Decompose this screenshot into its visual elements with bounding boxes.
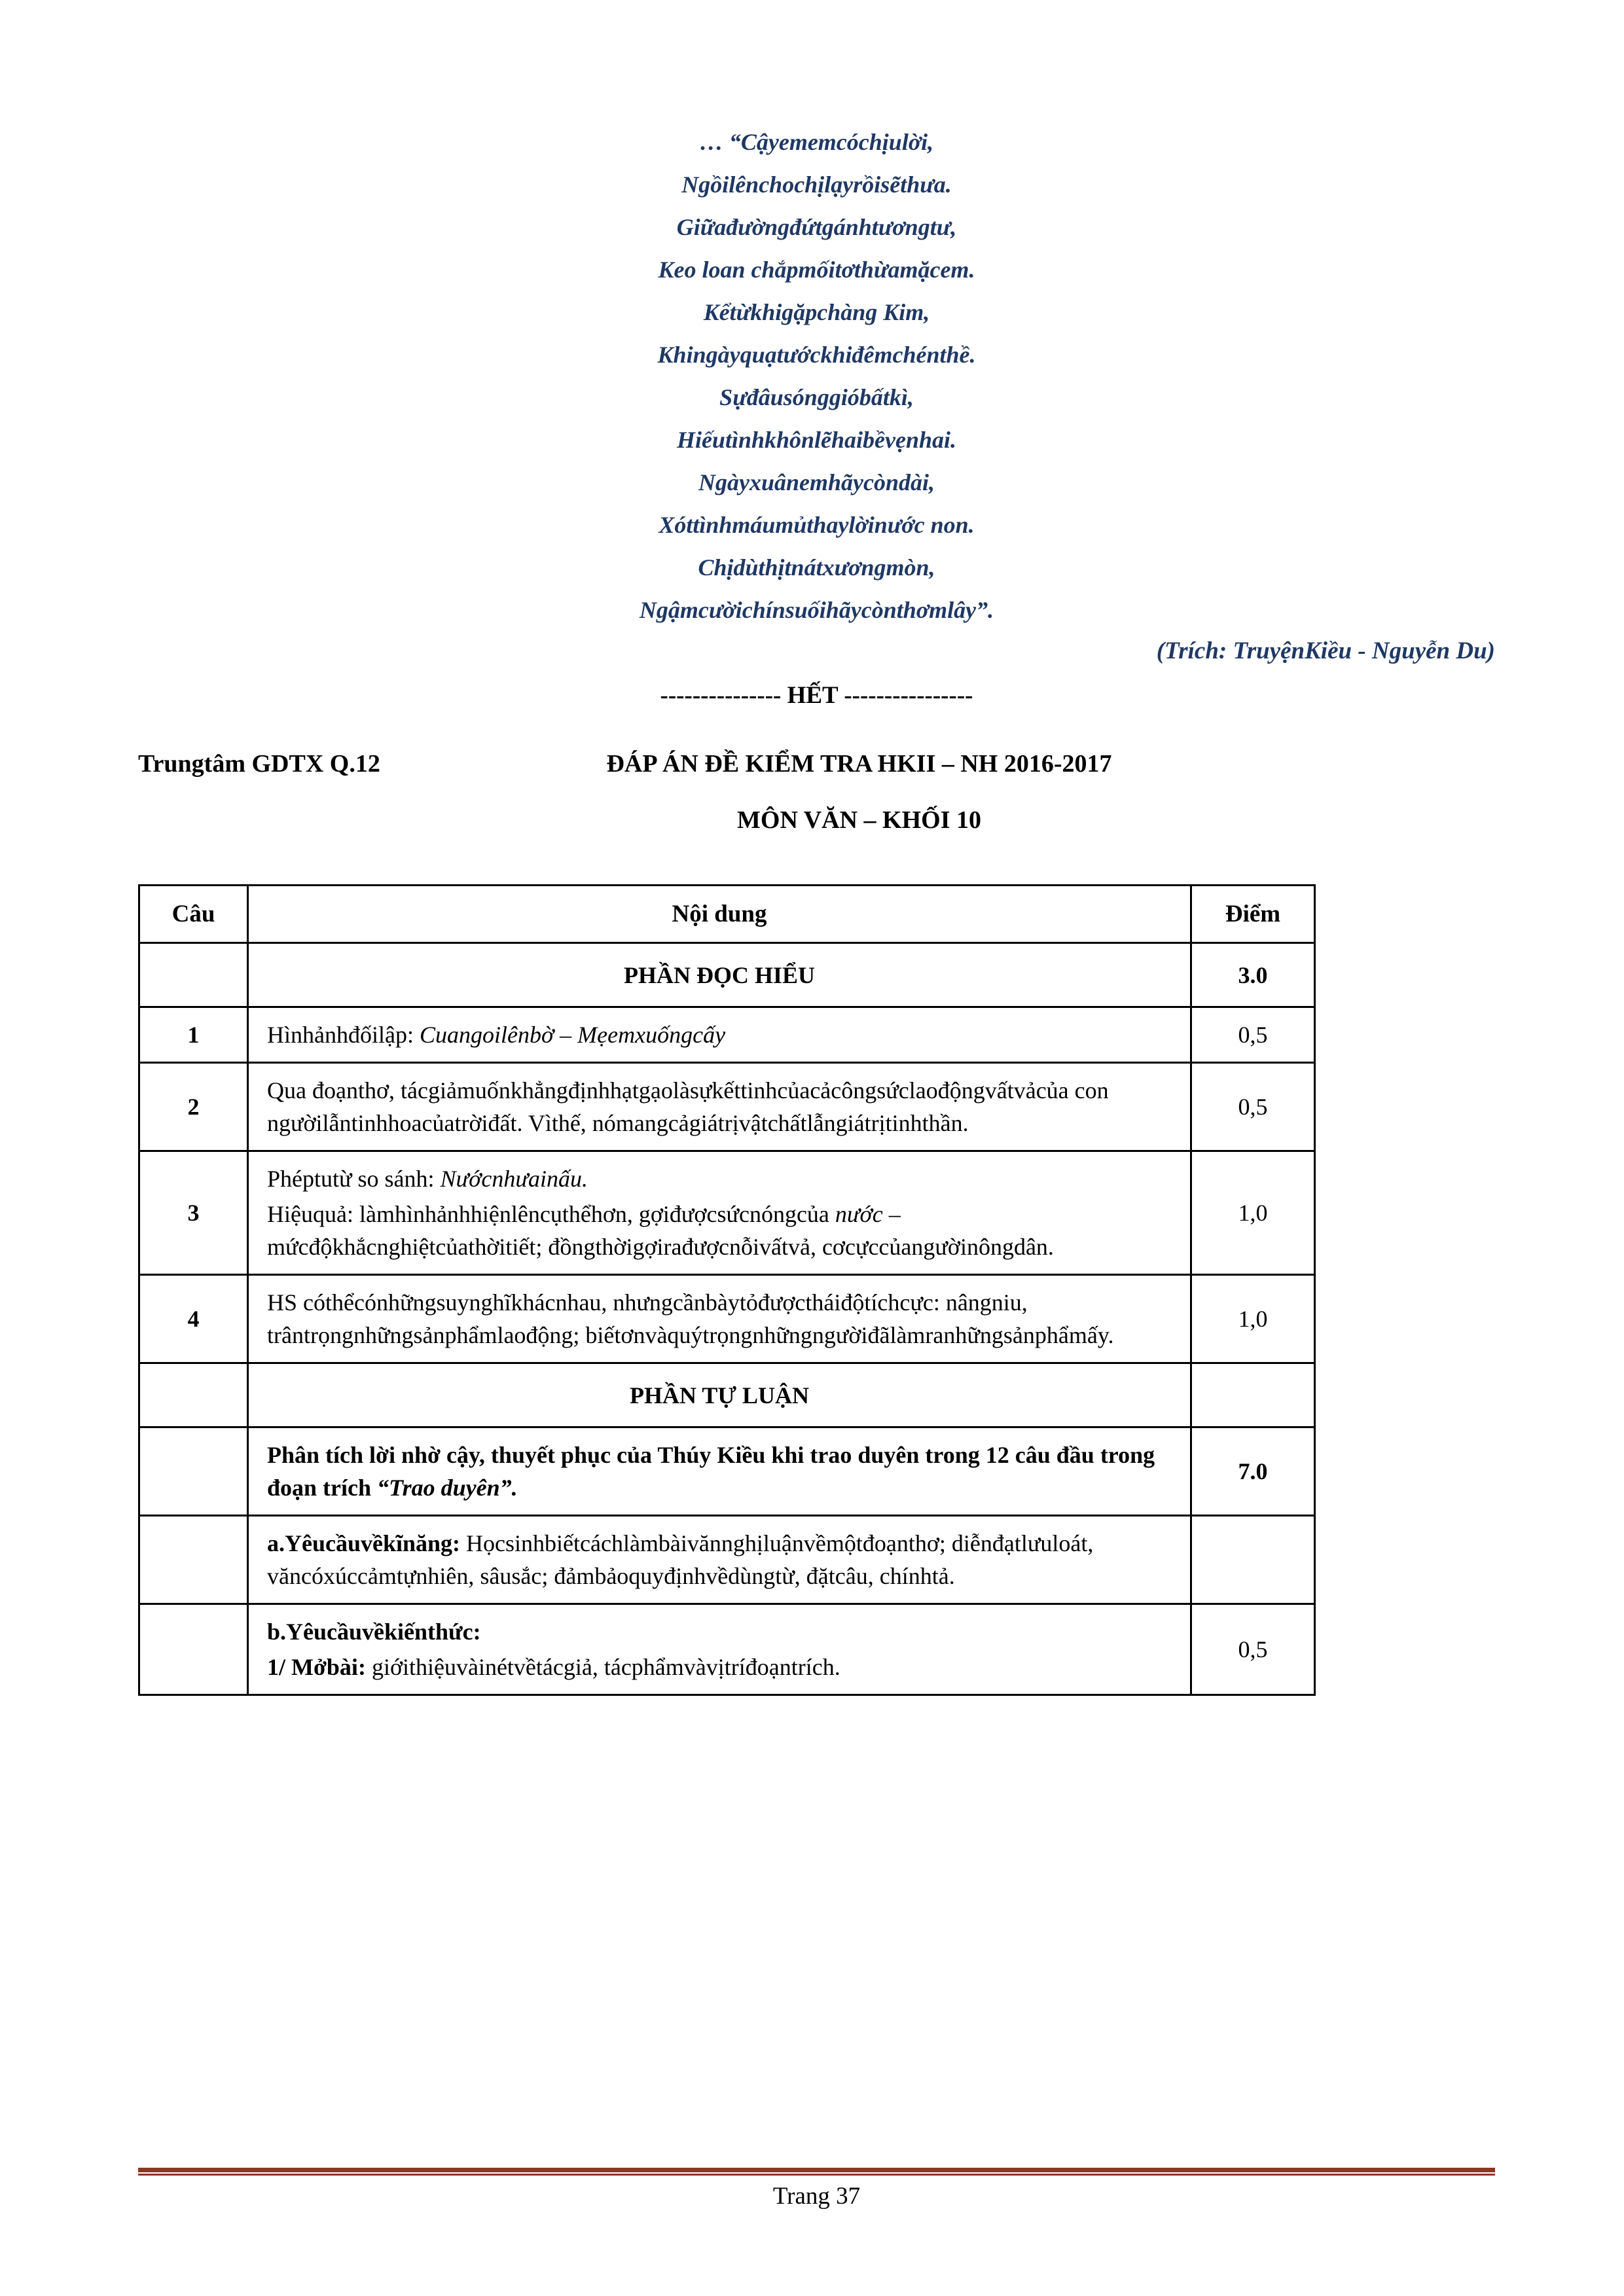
page-number: Trang 37 [772,2183,861,2210]
table-row [139,1604,1315,1695]
answer-table-body [139,943,1315,1695]
table-row [139,1151,1315,1275]
cell-diem [1191,1363,1315,1427]
poem-line: Chịdùthịtnátxươngmòn, [698,554,935,581]
paragraph [267,1527,1172,1592]
poem-line: Sựđâusónggióbấtkì, [719,384,914,410]
paragraph [267,1198,1172,1263]
school-name: Trungtâm GDTX Q.12 [138,750,380,778]
text-run: Họcsinhbiếtcáchlàmbàivănnghịluậnvềmộtđoạnthơ; diễnđạtlưuloát, văncóxúccảmtựnhiên, sâusắc; đảmbảoquyđịnhvềdùngtừ, đặtcâu, chínhtả. [267,1530,1094,1589]
poem [138,121,1495,632]
paragraph [267,959,1172,992]
cell-noidung [248,1151,1191,1275]
cell-noidung [248,1516,1191,1604]
poem-line: Keo loan chắpmốitơthừamặcem. [658,257,975,283]
table-header-row [139,886,1315,943]
text-run: Phân tích lời nhờ cậy, thuyết phục của Thúy Kiều khi trao duyên trong 12 câu đầu trong đoạn trích [267,1442,1155,1501]
paragraph [267,1074,1172,1139]
text-run: b.Yêucầuvềkiếnthức: [267,1619,481,1645]
table-row [139,1275,1315,1363]
poem-line: Hiếutìnhkhônlẽhaibềvẹnhai. [676,427,957,453]
cell-noidung [248,1427,1191,1516]
text-run: “Trao duyên”. [377,1475,518,1501]
cell-diem: 1,0 [1191,1151,1315,1275]
poem-line: Khingàyquạtướckhiđêmchénthề. [657,342,976,368]
paragraph [267,1651,1172,1683]
text-run: Phéptutừ so sánh: [267,1166,441,1192]
column-header-noidung: Nội dung [248,886,1191,943]
text-run: – mứcđộkhắcnghiệtcủathờitiết; đồngthờigợirađượcnỗivấtvả, cơcựccủangườinôngdân. [267,1201,1054,1260]
exam-title: ĐÁP ÁN ĐỀ KIỂM TRA HKII – NH 2016-2017 [606,750,1112,778]
cell-diem: 3.0 [1191,943,1315,1007]
page-footer [138,2168,1495,2210]
text-run: a.Yêucầuvềkĩnăng: [267,1530,467,1556]
cell-noidung [248,1604,1191,1695]
text-run: PHẦN TỰ LUẬN [629,1382,809,1408]
table-row [139,1007,1315,1063]
cell-diem: 0,5 [1191,1063,1315,1151]
paragraph [267,1162,1172,1195]
cell-noidung [248,1363,1191,1427]
paragraph [267,1379,1172,1412]
cell-noidung [248,943,1191,1007]
cell-noidung [248,1063,1191,1151]
cell-cau [139,1363,248,1427]
poem-line: Kểtừkhigặpchàng Kim, [703,299,930,325]
cell-diem: 0,5 [1191,1604,1315,1695]
text-run: nước [835,1201,883,1227]
cell-noidung [248,1275,1191,1363]
cell-cau [139,1516,248,1604]
text-run: Cuangoilênbờ – Mẹemxuốngcấy [419,1022,726,1048]
cell-diem: 1,0 [1191,1275,1315,1363]
text-run: HS cóthểcónhữngsuynghĩkhácnhau, nhưngcầnbàytỏđượctháiđộtíchcực: nângniu, trântrọngnhữngsảnphẩmlaođộng; biếtơnvàquýtrọngnhữngngườiđãlàmranhữngsảnphẩmấy. [267,1289,1114,1348]
poem-line: Ngàyxuânemhãycòndài, [698,469,935,495]
poem-line: Xóttìnhmáumủthaylờinước non. [659,512,975,538]
text-run: Hìnhảnhđốilập: [267,1022,420,1048]
table-row [139,1427,1315,1516]
paragraph [267,1018,1172,1051]
exam-subtitle: MÔN VĂN – KHỐI 10 [737,806,981,834]
column-header-diem: Điểm [1191,886,1315,943]
cell-cau [139,1604,248,1695]
footer-rule [138,2168,1495,2176]
paragraph [267,1439,1172,1504]
cell-diem [1191,1516,1315,1604]
cell-cau: 2 [139,1063,248,1151]
text-run: PHẦN ĐỌC HIỂU [623,961,815,988]
poem-line: … “Cậyememcóchịulời, [699,129,934,155]
text-run: Hiệuquả: làmhìnhảnhhiệnlêncụthểhơn, gợiđượcsứcnóngcủa [267,1201,835,1227]
poem-line: Ngồilênchochịlạyrồisẽthưa. [681,171,952,198]
poem-line: Ngậmcườichínsuốihãycònthơmlây”. [639,597,994,623]
cell-diem: 7.0 [1191,1427,1315,1516]
answer-table [138,884,1316,1696]
column-header-cau: Câu [139,886,248,943]
table-row [139,1363,1315,1427]
paragraph [267,1286,1172,1352]
cell-cau: 3 [139,1151,248,1275]
cell-cau: 4 [139,1275,248,1363]
exam-header [138,747,1495,837]
table-row [139,1516,1315,1604]
cell-diem: 0,5 [1191,1007,1315,1063]
text-run: Qua đoạnthơ, tácgiảmuốnkhẳngđịnhhạtgạolàsựkếttinhcủacảcôngsứclaođộngvấtvảcủa con ngườilẫntinhhoacủatrờiđất. Vìthế, nómangcảgiátrịvậtchấtlẫngiátrịtinhthần. [267,1077,1109,1136]
text-run: Nướcnhưainấu. [440,1166,588,1192]
cell-cau [139,1427,248,1516]
cell-cau: 1 [139,1007,248,1063]
text-run: giớithiệuvàinétvềtácgiả, tácphẩmvàvịtríđoạntrích. [371,1654,840,1680]
cell-noidung [248,1007,1191,1063]
text-run: 1/ Mởbài: [267,1654,372,1680]
end-marker: --------------- HẾT ---------------- [660,682,973,709]
table-row [139,943,1315,1007]
paragraph [267,1615,1172,1648]
poem-attribution: (Trích: TruyệnKiều - Nguyễn Du) [1156,637,1495,664]
table-row [139,1063,1315,1151]
poem-line: Giữađườngđứtgánhtươngtư, [676,214,957,240]
cell-cau [139,943,248,1007]
